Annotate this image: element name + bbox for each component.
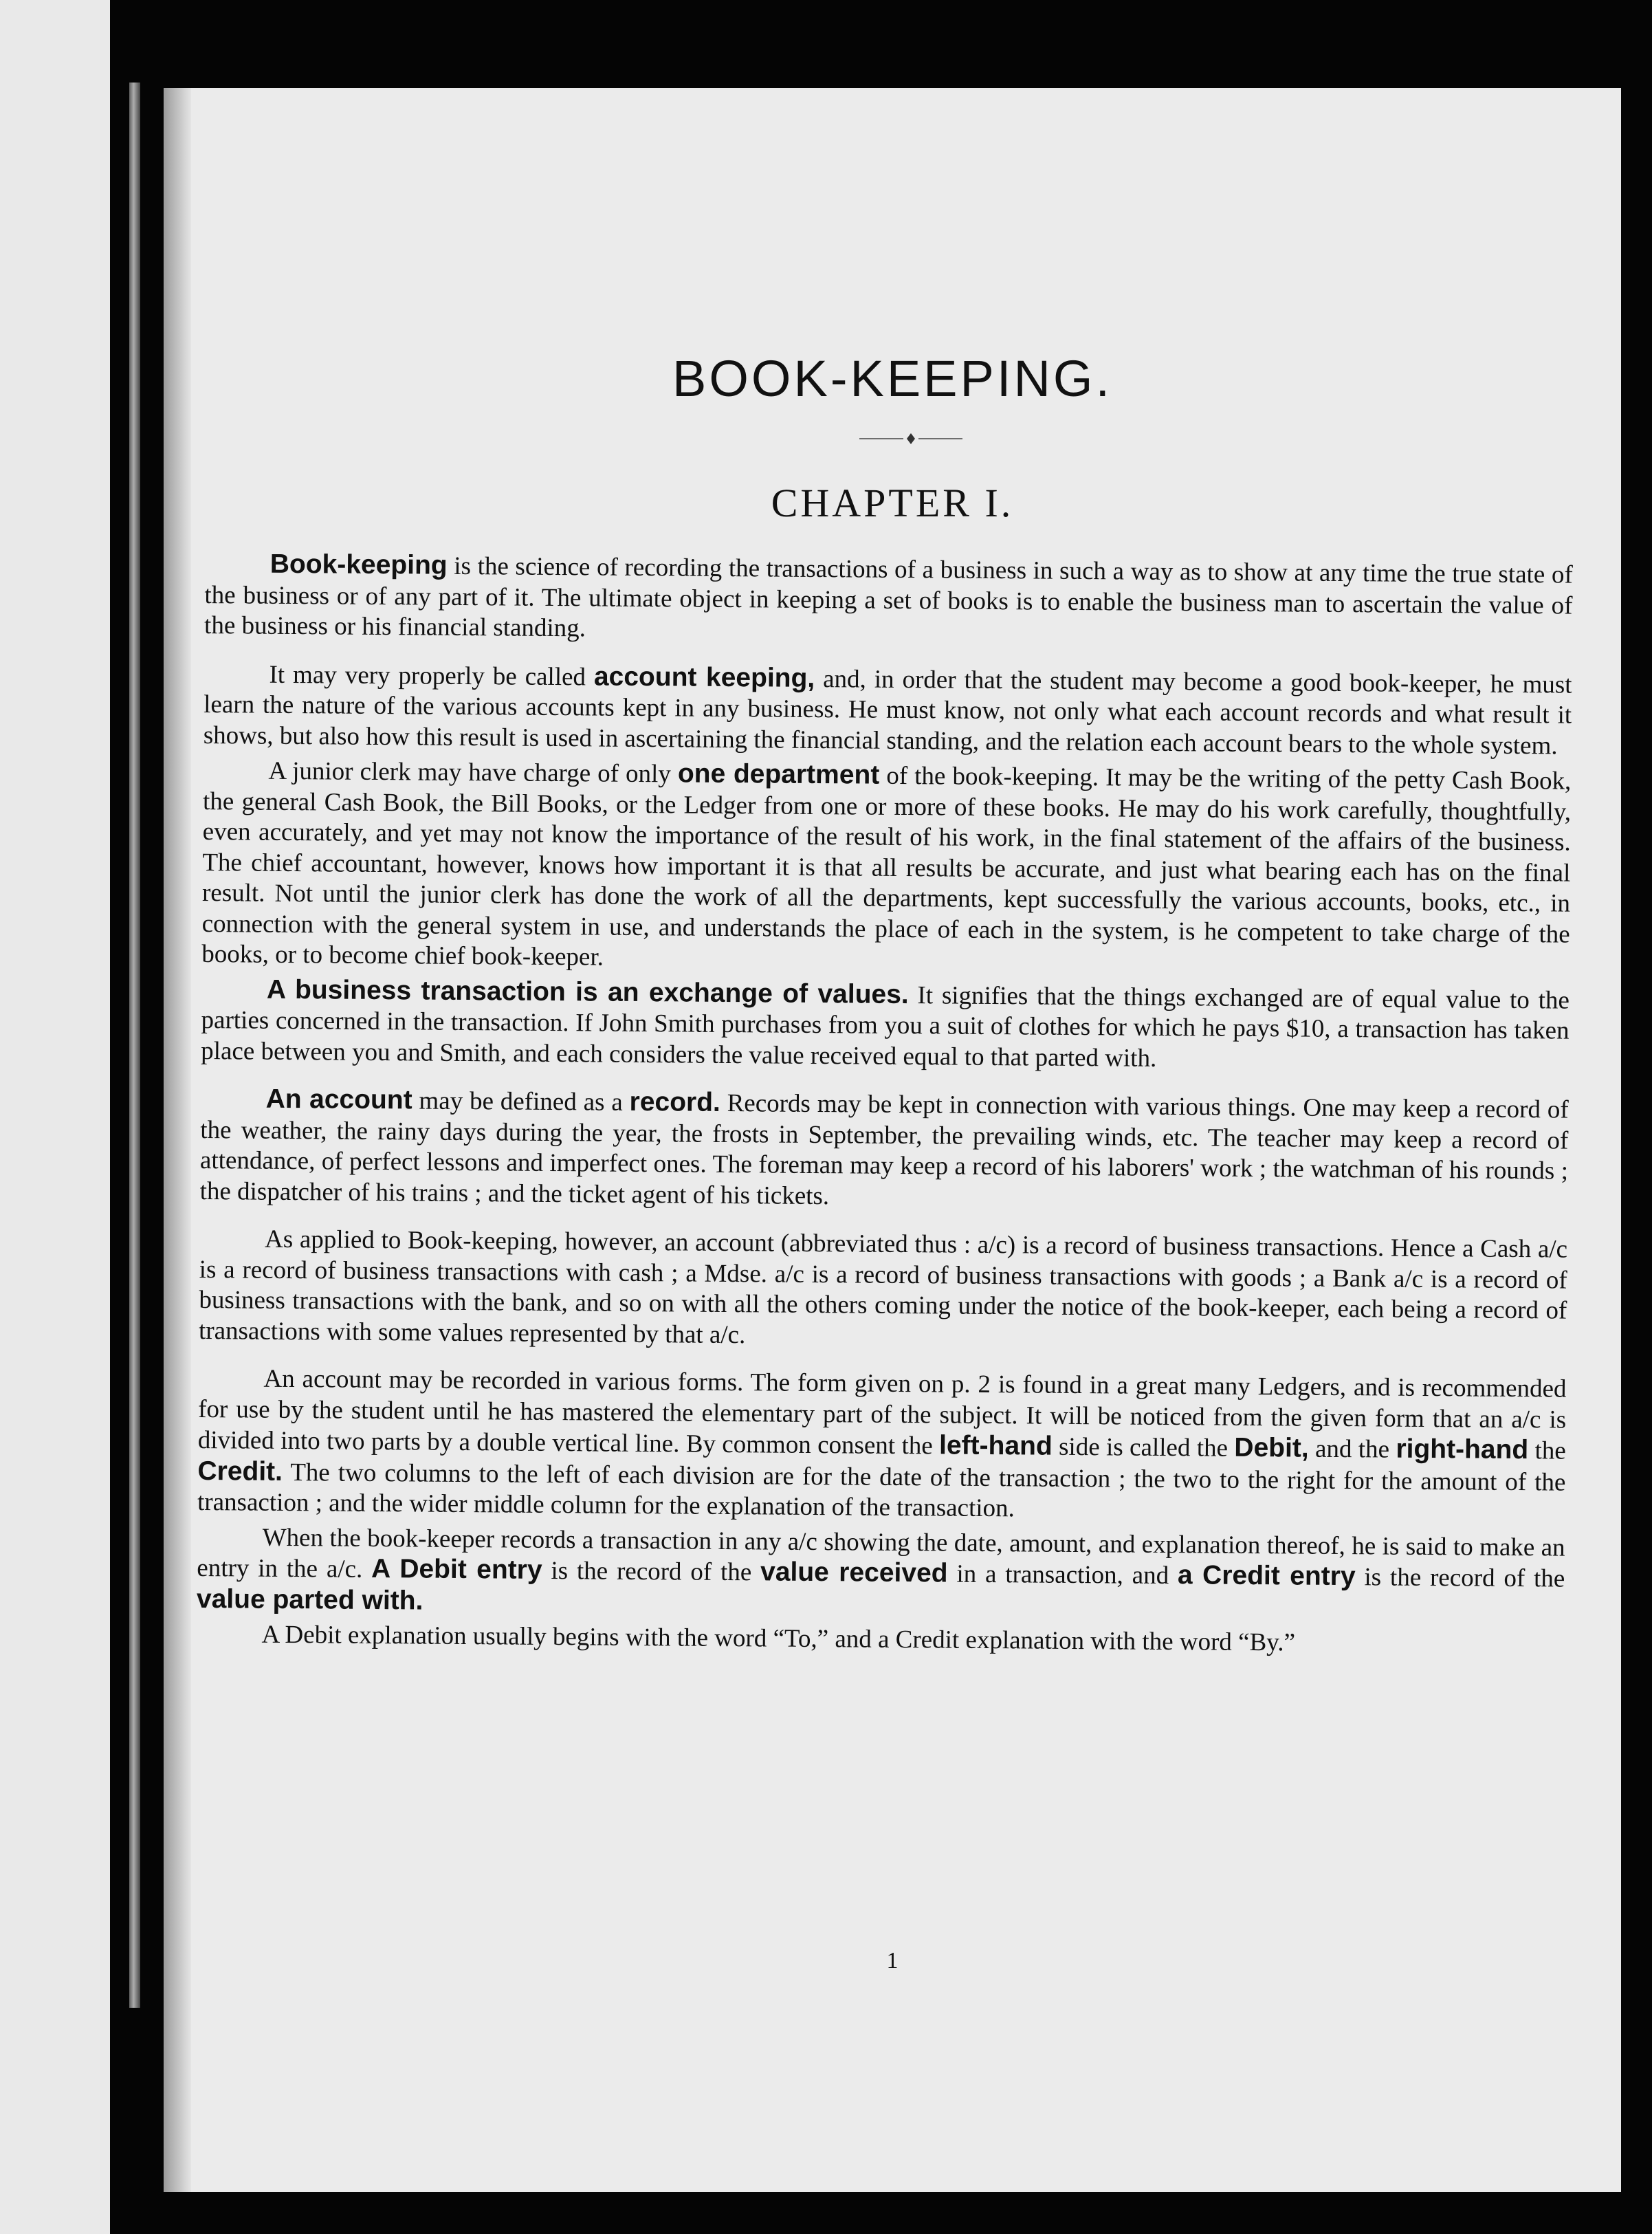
- paragraph-business-transaction: [201, 974, 1570, 1077]
- page-body: [196, 549, 1573, 1678]
- paragraph-text: is the science of recording the transactions of a business in such a way as to show at any time the true state of the business or of any part of it. The ultimate object in keeping a set of books is to enable the business man to ascertain the value of the business or his financial standing.: [203, 551, 1573, 643]
- paragraph-text: It may very properly be called: [269, 660, 595, 691]
- title-ornament: [859, 432, 962, 446]
- paragraph-text: and the: [1308, 1434, 1396, 1464]
- keyword: account keeping,: [593, 661, 815, 693]
- keyword: a Credit entry: [1177, 1560, 1356, 1592]
- paragraph-as-applied: [199, 1224, 1567, 1357]
- paragraph-text: side is called the: [1052, 1432, 1235, 1463]
- paragraph-text: Records may be kept in connection with various things. One may keep a record of the weather, the rainy days during the year, the frosts in September, the prevailing winds, etc. The teacher may keep a record of attendance, of perfect lessons and imperfect ones. The foreman may keep a record of his laborers' work ; the watchman of his rounds ; the dispatcher of his trains ; and the ticket agent of his tickets.: [199, 1088, 1569, 1210]
- keyword: record.: [629, 1086, 721, 1117]
- book-spine: [129, 83, 140, 2008]
- paragraph-text: A junior clerk may have charge of only: [268, 756, 679, 789]
- paragraph-text: It signifies that the things exchanged are of equal value to the parties concerned in the transaction. If John Smith purchases from you a suit of clothes for which he pays $10, a transaction has taken place between you and Smith, and each considers the value received equal to that parted with.: [201, 981, 1570, 1073]
- paragraph-junior-clerk: [201, 755, 1571, 981]
- book-page: [164, 88, 1621, 2192]
- page-number: 1: [886, 1948, 899, 1973]
- keyword: A Debit entry: [371, 1553, 542, 1585]
- paragraph-book-keeping: [204, 549, 1573, 652]
- paragraph-an-account: [199, 1084, 1568, 1218]
- facing-page-edge: [0, 0, 110, 2234]
- keyword: A business transaction is an exchange of values.: [266, 974, 909, 1009]
- keyword: Debit,: [1234, 1432, 1309, 1463]
- paragraph-text: in a transaction, and: [947, 1559, 1178, 1590]
- keyword: value received: [760, 1557, 948, 1588]
- paragraph-text: is the record of the: [1355, 1563, 1565, 1593]
- paragraph-account-forms: [197, 1364, 1567, 1529]
- paragraph-account-keeping: [203, 658, 1572, 761]
- paragraph-text: of the book-keeping. It may be the writing of the petty Cash Book, the general Cash Book, the Bill Books, or the Ledger from one or more of these books. He may do his work carefully, thoughtfully, even accurately, and yet may not know the importance of the result of his work, in the final statement of the affairs of the business. The chief accountant, however, knows how important it is that all results be accurate, and just what bearing each has on the final result. Not until the junior clerk has done the work of all the departments, kept successfully the various accounts, books, etc., in connection with the general system in use, and understands the place of each in the system, is he competent to take charge of the books, or to become chief book-keeper.: [201, 761, 1572, 972]
- keyword: right-hand: [1396, 1434, 1529, 1465]
- paragraph-text: An account may be recorded in various forms. The form given on p. 2 is found in a great many Ledgers, and is recommended for use by the student until he has mastered the elementary part of the subject. It will be noticed from the given form that an a/c is divided into two parts by a double vertical line. By common consent the: [197, 1364, 1567, 1460]
- paragraph-text: is the record of the: [542, 1556, 761, 1587]
- paragraph-text: When the book-keeper records a transaction in any a/c showing the date, amount, and explanation thereof, he is said to make an entry in the a/c.: [197, 1523, 1565, 1584]
- keyword: left-hand: [938, 1430, 1053, 1461]
- paragraph-text: may be defined as a: [412, 1086, 630, 1117]
- paragraph-text: As applied to Book-keeping, however, an account (abbreviated thus : a/c) is a record of business transactions. Hence a Cash a/c is a record of business transactions with cash ; a Mdse. a/c is a record of business transactions with goods ; a Bank a/c is a record of business transactions with the bank, and so on with all the others coming under the notice of the book-keeper, each being a record of transactions with some values represented by that a/c.: [198, 1225, 1568, 1349]
- keyword: one department: [677, 758, 880, 790]
- paragraph-entries: [197, 1522, 1565, 1625]
- chapter-heading: CHAPTER I.: [771, 481, 1014, 525]
- page-title: BOOK-KEEPING.: [672, 350, 1113, 407]
- paragraph-text: the: [1528, 1436, 1566, 1465]
- paragraph-text: A Debit explanation usually begins with the word “To,” and a Credit explanation with the word “By.”: [261, 1620, 1296, 1657]
- keyword: An account: [265, 1084, 412, 1115]
- paragraph-text: and, in order that the student may become a good book-keeper, he must learn the nature of the various accounts kept in any business. He must know, not only what each account records and what result it shows, but also how this result is used in ascertaining the financial standing, and the relation each account bears to the whole system.: [203, 664, 1572, 760]
- paragraph-explanations: [196, 1619, 1564, 1661]
- keyword: Credit.: [197, 1456, 283, 1487]
- keyword: value parted with.: [196, 1584, 423, 1616]
- paragraph-text: The two columns to the left of each division are for the date of the transaction ; the two to the right for the amount of the transaction ; and the wider middle column for the explanation of the transaction.: [197, 1458, 1566, 1523]
- keyword: Book-keeping: [269, 549, 448, 580]
